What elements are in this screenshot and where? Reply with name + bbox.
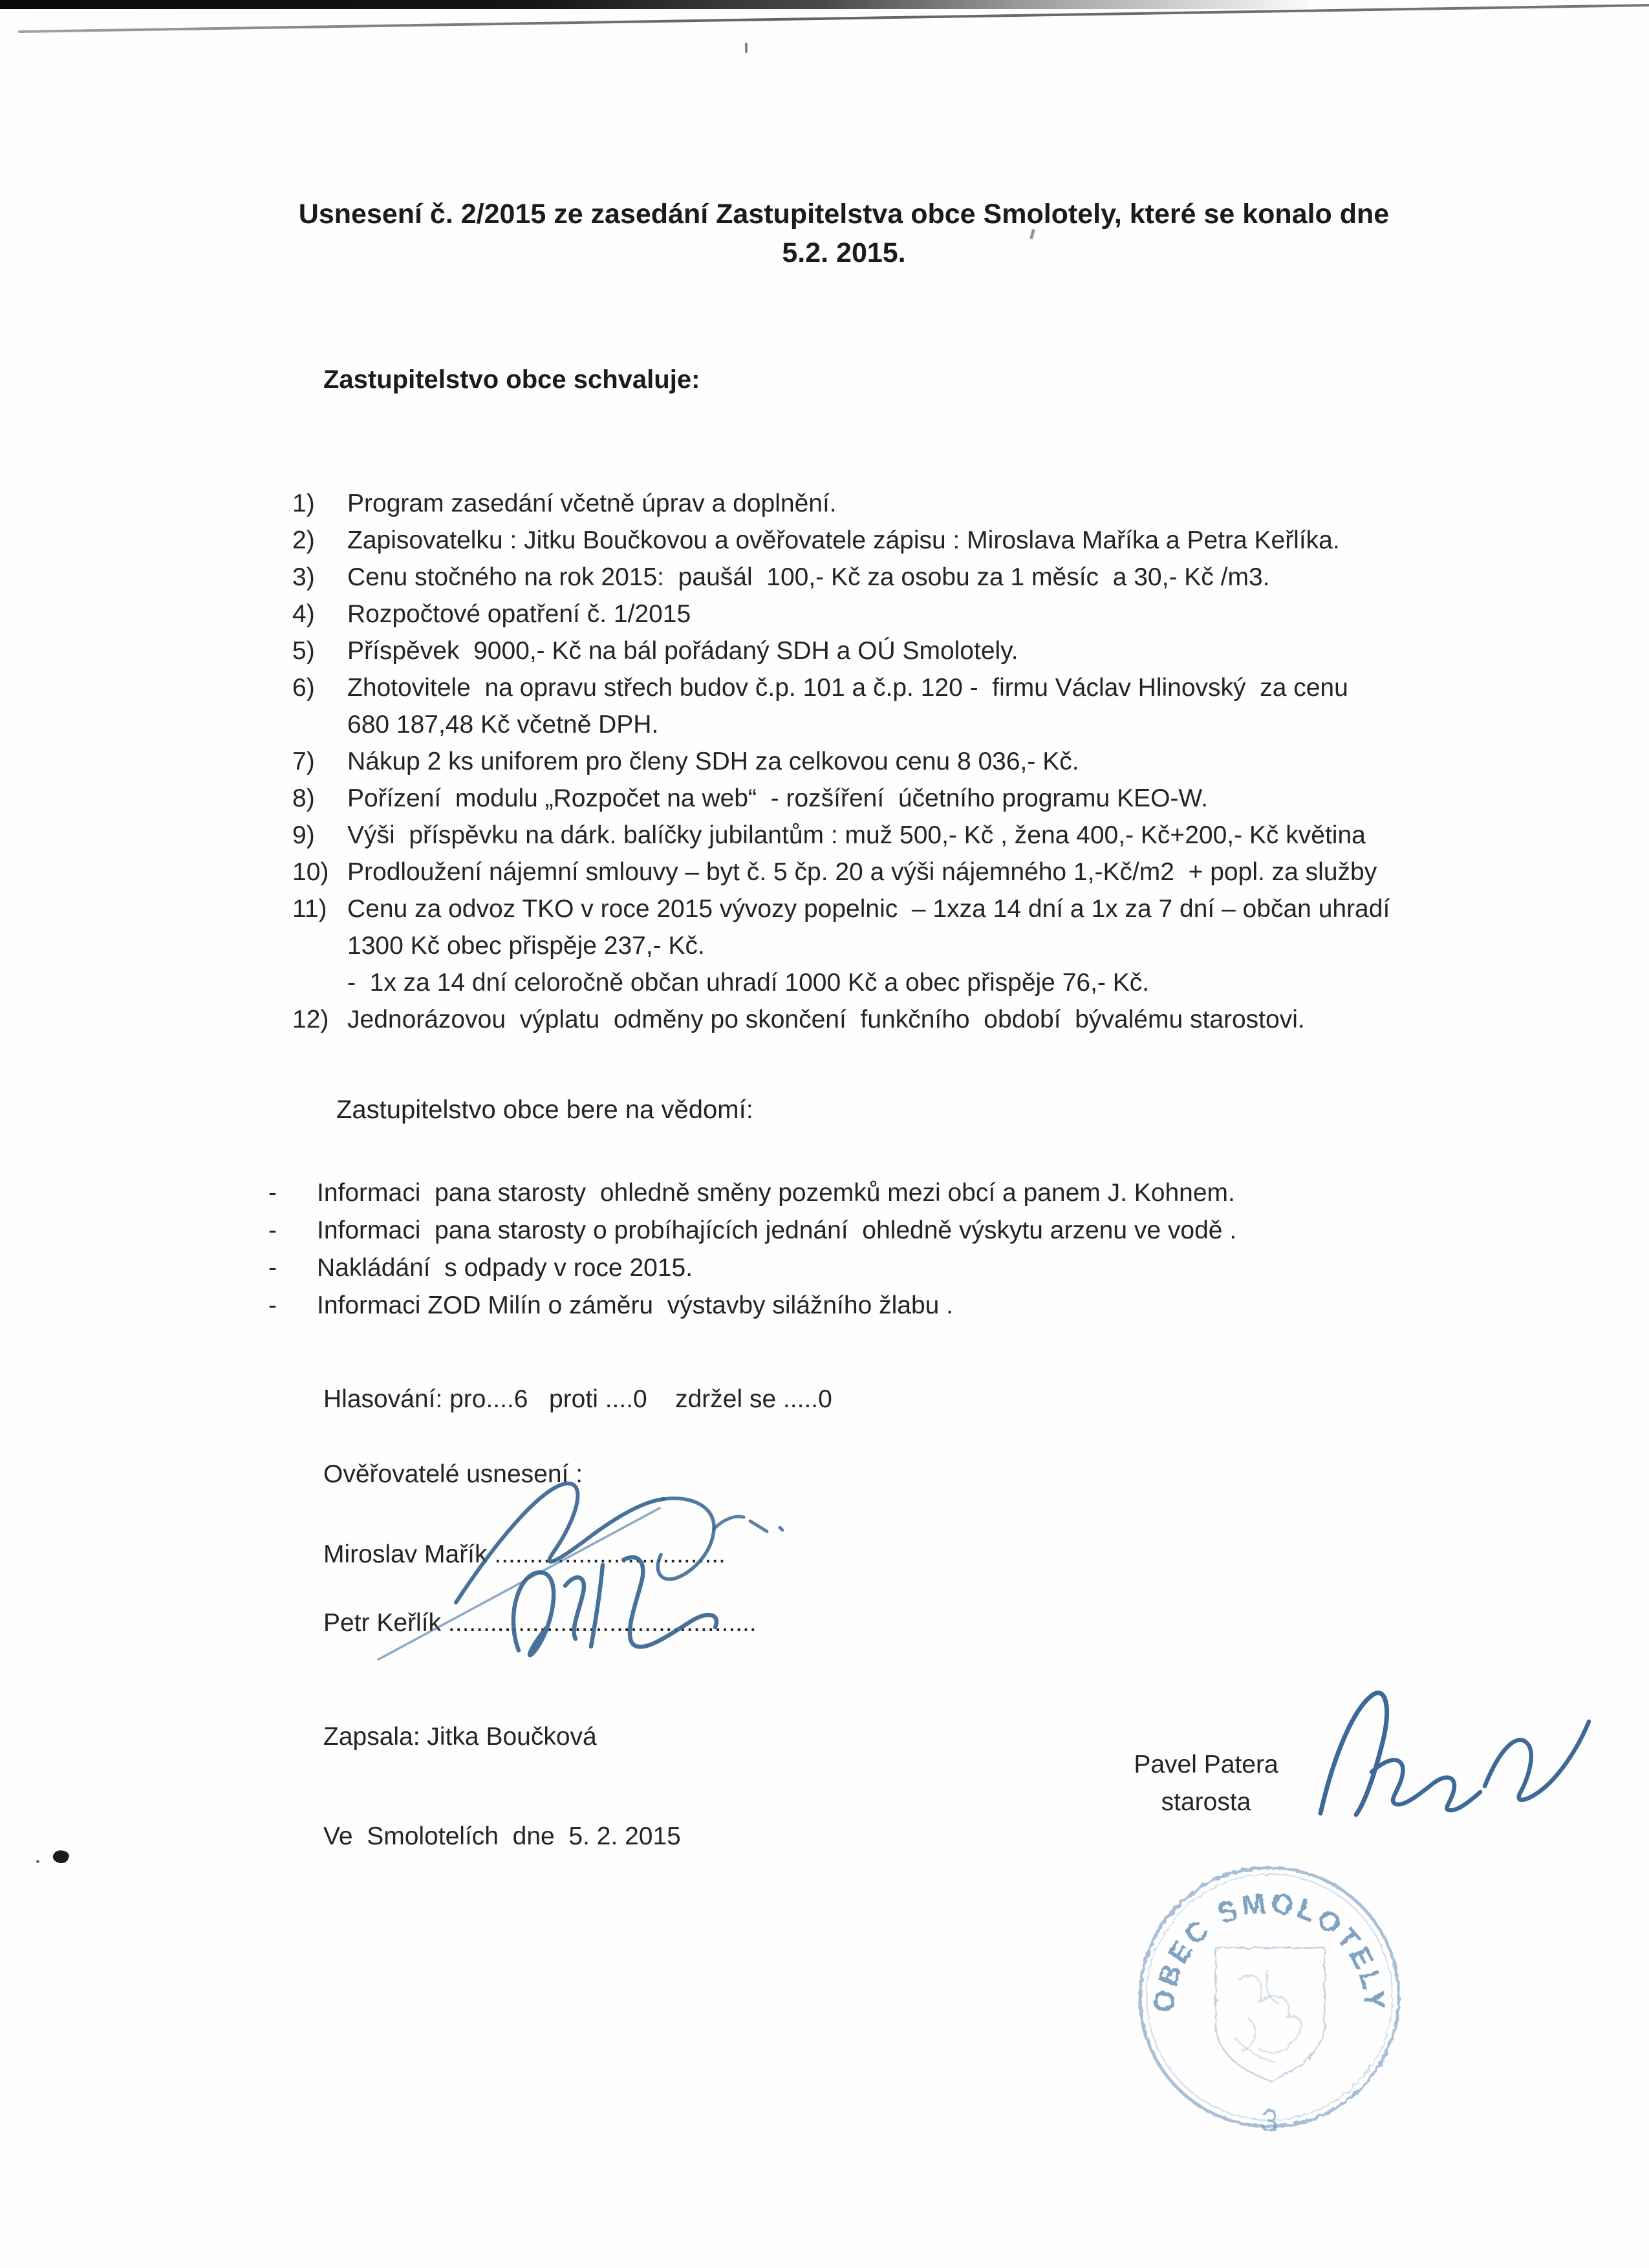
- item-text: Cenu stočného na rok 2015: paušál 100,- Kč za osobu za 1 měsíc a 30,- Kč /m3.: [347, 563, 1270, 591]
- item-text: Informaci pana starosty ohledně směny pozemků mezi obcí a panem J. Kohnem.: [317, 1179, 1235, 1207]
- dash-bullet: -: [268, 1254, 277, 1282]
- item-text: Rozpočtové opatření č. 1/2015: [347, 600, 691, 628]
- item-number: 4): [292, 600, 315, 628]
- voting-result: Hlasování: pro....6 proti ....0 zdržel se .....0: [323, 1385, 832, 1413]
- item-number: 11): [292, 895, 327, 923]
- signature-dots: ............................................: [447, 1609, 757, 1637]
- approves-list: [292, 485, 1390, 1038]
- dash-bullet: -: [268, 1216, 277, 1244]
- acknowledges-heading: Zastupitelstvo obce bere na vědomí:: [336, 1096, 753, 1124]
- verifier-2-name: Petr Keřlík: [323, 1609, 442, 1637]
- approved-item-6: [292, 669, 1390, 743]
- verifier-name-and-dots: [323, 1609, 757, 1637]
- item-number: 12): [292, 1006, 329, 1033]
- document-title: [39, 195, 1649, 272]
- title-line-1: Usnesení č. 2/2015 ze zasedání Zastupitelstva obce Smolotely, které se konalo dne: [298, 199, 1390, 230]
- acknowledges-list: [268, 1174, 1236, 1324]
- verifiers-heading: Ověřovatelé usnesení :: [323, 1460, 583, 1488]
- item-number: 9): [292, 821, 315, 849]
- approves-heading: Zastupitelstvo obce schvaluje:: [323, 365, 700, 394]
- item-text: Jednorázovou výplatu odměny po skončení funkčního období bývalému starostovi.: [347, 1006, 1305, 1033]
- recorded-by: Zapsala: Jitka Boučková: [323, 1723, 597, 1751]
- item-text-wrap: 1300 Kč obec přispěje 237,- Kč.: [347, 932, 705, 960]
- acknowledged-item-4: [268, 1287, 1236, 1324]
- signature-dots: .................................: [494, 1540, 726, 1568]
- acknowledged-item-3: [268, 1249, 1236, 1287]
- item-number: 3): [292, 563, 315, 591]
- acknowledged-item-1: [268, 1174, 1236, 1212]
- item-text: Cenu za odvoz TKO v roce 2015 vývozy popelnic – 1xza 14 dní a 1x za 7 dní – občan uhradí: [347, 895, 1390, 923]
- approved-item-9: [292, 817, 1390, 854]
- item-text: Zapisovatelku : Jitku Boučkovou a ověřovatele zápisu : Miroslava Maříka a Petra Keřlíka.: [347, 526, 1340, 554]
- signer-role: starosta: [1161, 1788, 1251, 1816]
- item-text: Pořízení modulu „Rozpočet na web“ - rozšíření účetního programu KEO-W.: [347, 784, 1208, 812]
- verifier-signature-row-2: [323, 1609, 757, 1637]
- stamp-graphic: [1140, 1868, 1399, 2139]
- approved-item-7: [292, 743, 1390, 780]
- verifier-1-name: Miroslav Mařík: [323, 1540, 488, 1568]
- stamp-number: 3: [1260, 2102, 1278, 2139]
- item-text: Zhotovitele na opravu střech budov č.p. 101 a č.p. 120 - firmu Václav Hlinovský za cenu: [347, 674, 1348, 702]
- approved-item-3: [292, 559, 1390, 596]
- verifier-name-and-dots: [323, 1540, 726, 1569]
- signer-name: Pavel Patera: [1134, 1751, 1278, 1778]
- stamp-ring-text: OBEC SMOLOTELY: [1148, 1886, 1391, 2014]
- item-subitem: - 1x za 14 dní celoročně občan uhradí 1000 Kč a obec přispěje 76,- Kč.: [347, 969, 1150, 997]
- item-number: 7): [292, 748, 315, 775]
- place-and-date: Ve Smolotelích dne 5. 2. 2015: [323, 1822, 681, 1850]
- patera-signature: [1320, 1693, 1589, 1815]
- item-text: Program zasedání včetně úprav a doplnění.: [347, 490, 837, 517]
- signer-block: [1109, 1746, 1303, 1821]
- item-text: Nákup 2 ks uniforem pro členy SDH za celkovou cenu 8 036,- Kč.: [347, 748, 1079, 775]
- title-line-2: 5.2. 2015.: [782, 237, 906, 268]
- approved-item-8: [292, 780, 1390, 817]
- approved-item-10: [292, 854, 1390, 891]
- item-text-wrap: 680 187,48 Kč včetně DPH.: [347, 711, 659, 739]
- item-number: 10): [292, 858, 329, 886]
- approved-item-11: [292, 891, 1390, 1001]
- item-text: Nakládání s odpady v roce 2015.: [317, 1254, 693, 1282]
- item-text: Příspěvek 9000,- Kč na bál pořádaný SDH a OÚ Smolotely.: [347, 637, 1018, 665]
- approved-item-4: [292, 596, 1390, 632]
- item-text: Výši příspěvku na dárk. balíčky jubilantům : muž 500,- Kč , žena 400,- Kč+200,- Kč květina: [347, 821, 1366, 849]
- item-number: 6): [292, 674, 315, 702]
- verifier-signature-row-1: [323, 1540, 726, 1569]
- approved-item-1: [292, 485, 1390, 522]
- stamp-coat-of-arms: [1216, 1948, 1324, 2081]
- item-number: 5): [292, 637, 315, 665]
- item-number: 8): [292, 784, 315, 812]
- approved-item-12: [292, 1001, 1390, 1038]
- dash-bullet: -: [268, 1179, 277, 1207]
- kerlik-signature: [513, 1557, 717, 1655]
- ink-speck: [51, 1848, 70, 1865]
- ink-speck: [36, 1860, 39, 1863]
- item-text: Informaci ZOD Milín o záměru výstavby silážního žlabu .: [317, 1291, 954, 1319]
- dash-bullet: -: [268, 1291, 277, 1319]
- ink-speck: [745, 43, 748, 53]
- item-text: Informaci pana starosty o probíhajících jednání ohledně výskytu arzenu ve vodě .: [317, 1216, 1237, 1244]
- acknowledged-item-2: [268, 1212, 1236, 1249]
- approved-item-5: [292, 632, 1390, 669]
- item-number: 2): [292, 526, 315, 554]
- item-number: 1): [292, 490, 315, 517]
- approved-item-2: [292, 522, 1390, 559]
- item-text: Prodloužení nájemní smlouvy – byt č. 5 čp. 20 a výši nájemného 1,-Kč/m2 + popl. za služby: [347, 858, 1377, 886]
